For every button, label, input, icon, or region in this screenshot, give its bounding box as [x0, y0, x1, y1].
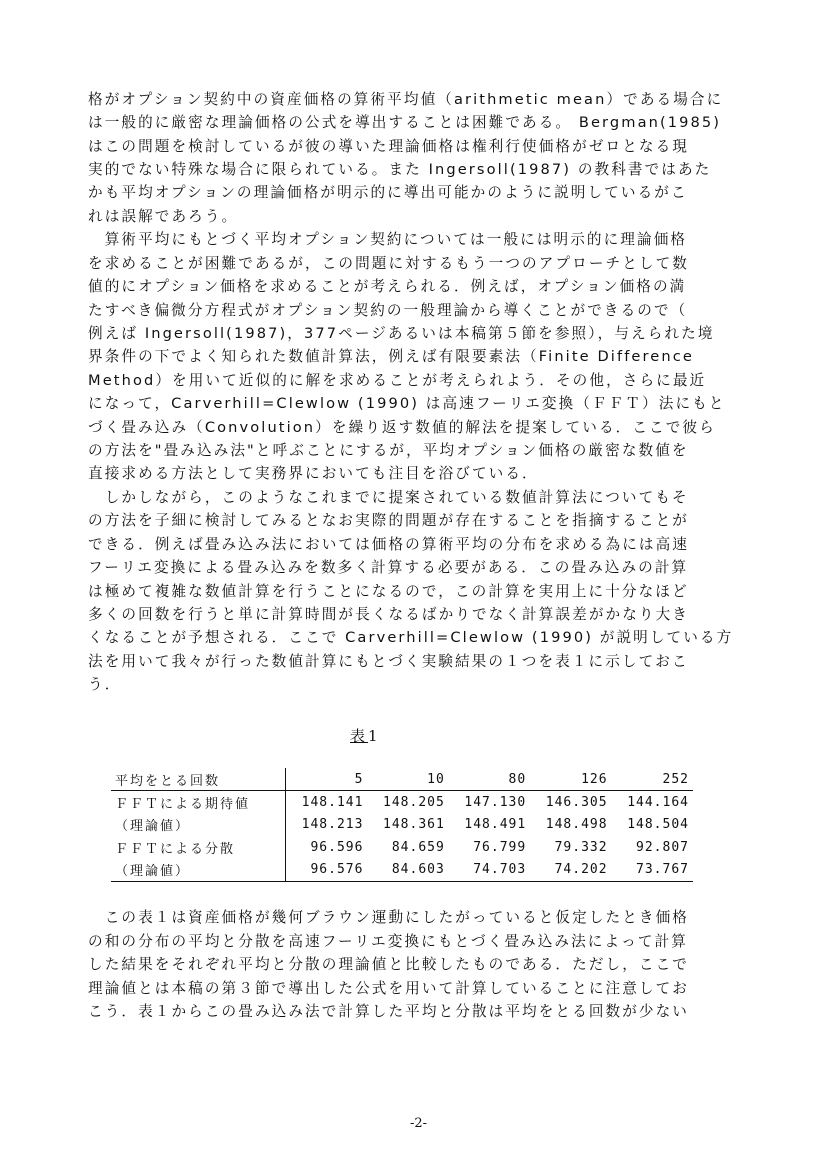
text-line: 法を用いて我々が行った数値計算にもとづく実験結果の１つを表１に示しておこ — [88, 653, 689, 670]
table-cell: 74.703 — [449, 859, 530, 882]
text-line: を求めることが困難であるが，この問題に対するもう一つのアプローチとして数 — [88, 255, 689, 272]
text-line: 界条件の下でよく知られた数値計算法，例えば有限要素法（Finite Difference — [88, 348, 694, 365]
table-cell: 92.807 — [636, 839, 689, 855]
column-header: 126 — [530, 768, 611, 791]
text-line: れは誤解であろう。 — [88, 208, 239, 225]
table-cell: 147.130 — [449, 791, 530, 814]
table-cell: 84.659 — [391, 839, 445, 855]
table-row — [111, 814, 693, 836]
row-label: ＦＦＴによる分散 — [111, 836, 286, 858]
text-line: この表１は資産価格が幾何ブラウン運動にしたがっていると仮定したとき価格 — [88, 909, 689, 926]
table-cell: 148.205 — [367, 791, 448, 814]
table-cell: 148.361 — [383, 817, 445, 833]
text-line: 直接求める方法として実務界においても注目を浴びている． — [88, 465, 539, 482]
text-line: は一般的に厳密な理論価格の公式を導出することは困難である。 Bergman(1985) — [88, 114, 722, 131]
table-header-row — [111, 768, 693, 791]
text-line: 実的でない特殊な場合に限られている。また Ingersoll(1987) の教科書ではあた — [88, 161, 712, 178]
table-cell: 148.213 — [301, 817, 364, 833]
row-label: （理論値） — [111, 814, 286, 836]
table-row — [111, 859, 693, 882]
column-header: 252 — [612, 768, 693, 791]
text-line: の方法を子細に検討してみるとなお実際的問題が存在することを指摘することが — [88, 512, 689, 529]
text-line: 例えば Ingersoll(1987)，377ページあるいは本稿第５節を参照），与えられた境 — [88, 325, 715, 342]
table-cell: 76.799 — [473, 839, 527, 855]
text-line: 格がオプション契約中の資産価格の算術平均値（arithmetic mean）である場合に — [88, 91, 724, 108]
text-line: づく畳み込み（Convolution）を繰り返す数値的解法を提案している．ここで彼ら — [88, 419, 716, 436]
table-cell: 144.164 — [612, 791, 693, 814]
text-line: しかしながら，このようなこれまでに提案されている数値計算法についてもそ — [88, 489, 689, 506]
column-header: 80 — [449, 768, 530, 791]
table-cell: 73.767 — [612, 859, 693, 882]
text-line: かも平均オプションの理論価格が明示的に導出可能かのように説明しているがこ — [88, 184, 688, 201]
results-table — [111, 768, 693, 882]
table-caption-number: 1 — [368, 727, 381, 745]
text-line: はこの問題を検討しているが彼の導いた理論価格は権利行使価格がゼロとなる現 — [88, 138, 689, 155]
text-line: 多くの回数を行うと単に計算時間が長くなるばかりでなく計算誤差がかなり大き — [88, 606, 689, 623]
column-header: 10 — [367, 768, 448, 791]
table-row — [111, 836, 693, 858]
text-line: 理論値とは本稿の第３節で導出した公式を用いて計算していることに注意してお — [88, 980, 689, 997]
text-line: した結果をそれぞれ平均と分散の理論値と比較したものである．ただし，ここで — [88, 956, 689, 973]
text-line: くなることが予想される．ここで Carverhill=Clewlow (1990) が説明している方 — [88, 629, 734, 646]
table-cell: 148.141 — [286, 791, 368, 814]
table-cell: 148.498 — [545, 817, 608, 833]
table-cell: 79.332 — [554, 839, 608, 855]
row-label: （理論値） — [111, 859, 286, 882]
table-cell: 148.504 — [627, 817, 689, 833]
header-label: 平均をとる回数 — [111, 768, 286, 791]
text-line: できる．例えば畳み込み法においては価格の算術平均の分布を求める為には高速 — [88, 536, 689, 553]
text-line: の方法を"畳み込み法"と呼ぶことにするが，平均オプション価格の厳密な数値を — [88, 442, 689, 459]
column-header: 5 — [286, 768, 368, 791]
text-line: 値的にオプション価格を求めることが考えられる．例えば，オプション価格の満 — [88, 278, 687, 295]
table-caption-prefix: 表 — [350, 727, 369, 745]
page-number: -2- — [410, 1116, 428, 1131]
text-line: になって，Carverhill=Clewlow (1990) は高速フーリエ変換（ＦＦＴ）法にもと — [88, 395, 726, 412]
table-cell: 96.576 — [286, 859, 368, 882]
table-cell: 96.596 — [310, 839, 364, 855]
table-cell: 84.603 — [367, 859, 448, 882]
text-line: の和の分布の平均と分散を高速フーリエ変換にもとづく畳み込み法によって計算 — [88, 933, 688, 950]
table-row — [111, 791, 693, 814]
table-cell: 146.305 — [530, 791, 611, 814]
text-line: こう．表１からこの畳み込み法で計算した平均と分散は平均をとる回数が少ない — [88, 1003, 689, 1020]
text-line: 算術平均にもとづく平均オプション契約については一般には明示的に理論価格 — [88, 231, 688, 248]
table-cell: 148.491 — [464, 817, 527, 833]
table-cell: 74.202 — [530, 859, 611, 882]
text-line: たすべき偏微分方程式がオプション契約の一般理論から導くことができるので（ — [88, 302, 688, 319]
text-line: う． — [88, 676, 122, 693]
table-caption — [350, 725, 381, 746]
row-label: ＦＦＴによる期待値 — [111, 791, 286, 814]
text-line: は極めて複雑な数値計算を行うことになるので，この計算を実用上に十分なほど — [88, 583, 689, 600]
text-line: Method）を用いて近似的に解を求めることが考えられよう．その他，さらに最近 — [88, 372, 707, 389]
text-line: フーリエ変換による畳み込みを数多く計算する必要がある．この畳み込みの計算 — [88, 559, 689, 576]
